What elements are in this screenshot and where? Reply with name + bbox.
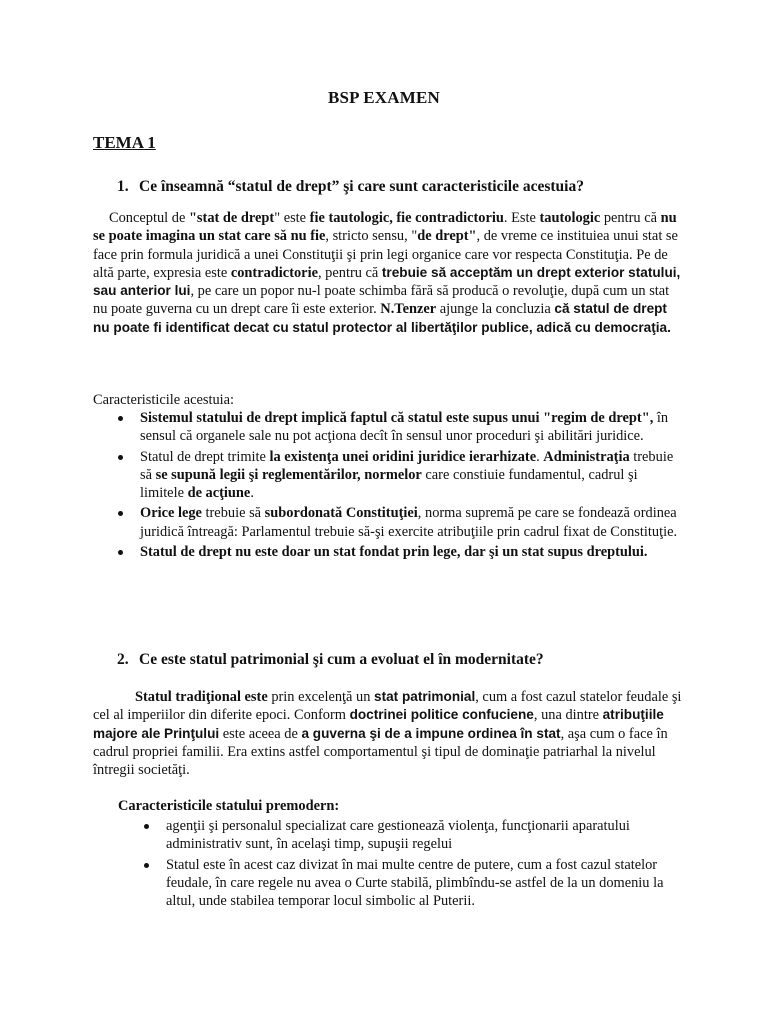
document-title: BSP EXAMEN: [327, 88, 441, 107]
characteristics-list: [140, 409, 680, 563]
question-1-paragraph: Conceptul de "stat de drept" este fie tautologic, fie contradictoriu. Este tautologic pentru că nu se poate imagina un stat care să nu fie, stricto sensu, "de drept", de vreme ce instituiea unui stat se face prin formula juridică a unei Constituţii şi prin legi organice care vor respecta Constituţia. Pe de altă parte, expresia este contradictorie, pentru că trebuie să acceptăm un drept exterior statului, sau anterior lui, pe care un popor nu-l poate schimba fără să producă o revoluţie, după cum un stat nu poate guverna cu un drept care îi este exterior. N.Tenzer ajunge la concluzia că statul de drept nu poate fi identificat decat cu statul protector al libertăţilor publice, adică cu democraţia.: [93, 210, 681, 335]
question-1-text: Ce înseamnă “statul de drept” şi care sunt caracteristicile acestuia?: [139, 178, 584, 195]
list-item: Orice lege trebuie să subordonată Constituţiei, norma supremă pe care se fondează ordinea juridică întreagă: Parlamentul trebuie să-şi exercite atribuţiile prin cadrul fixat de Constituţie.: [140, 504, 680, 541]
characteristics-label: Caracteristicile acestuia:: [93, 392, 235, 408]
list-item: Statul de drept trimite la existenţa unei oridini juridice ierarhizate. Administraţia trebuie să se supună legii şi reglementărilor, normelor care constiuie fundamentul, cadrul şi limitele de acţiune.: [140, 448, 680, 503]
list-item: Statul de drept nu este doar un stat fondat prin lege, dar şi un stat supus dreptului.: [140, 543, 680, 561]
question-2-paragraph: Statul tradiţional este prin excelenţă un stat patrimonial, cum a fost cazul statelor feudale şi cel al imperiilor din diferite epoci. Conform doctrinei politice confuciene, una dintre atribuţiile majore ale Prinţului este aceea de a guverna şi de a impune ordinea în stat, aşa cum o face în cadrul propriei familii. Era extins astfel comportamentul şi tipul de dominaţie patriarhal la nivelul întregii societăţi.: [93, 689, 682, 779]
premodern-characteristics-list: [166, 817, 686, 912]
question-2-text: Ce este statul patrimonial şi cum a evoluat el în modernitate?: [139, 651, 544, 668]
list-item: Statul este în acest caz divizat în mai multe centre de putere, cum a fost cazul statelor feudale, în care regele nu avea o Curte stabilă, plimbîndu-se astfel de la un domeniu la altul, unde stabilea temporar locul simbolic al Puterii.: [166, 856, 686, 911]
list-item: Sistemul statului de drept implică faptul că statul este supus unui "regim de drept", în sensul că organele sale nu pot acţiona decît în sensul unor proceduri şi abilitări juridice.: [140, 409, 680, 446]
question-2-number: 2.: [117, 651, 129, 668]
question-2-heading: [117, 651, 544, 669]
question-1-heading: [117, 178, 584, 196]
section-heading-tema: TEMA 1: [93, 133, 156, 152]
premodern-characteristics-label: Caracteristicile statului premodern:: [118, 798, 340, 814]
list-item: agenţii şi personalul specializat care gestionează violenţa, funcţionarii aparatului administrativ sunt, în acelaşi timp, supuşii regelui: [166, 817, 686, 854]
question-1-number: 1.: [117, 178, 129, 195]
